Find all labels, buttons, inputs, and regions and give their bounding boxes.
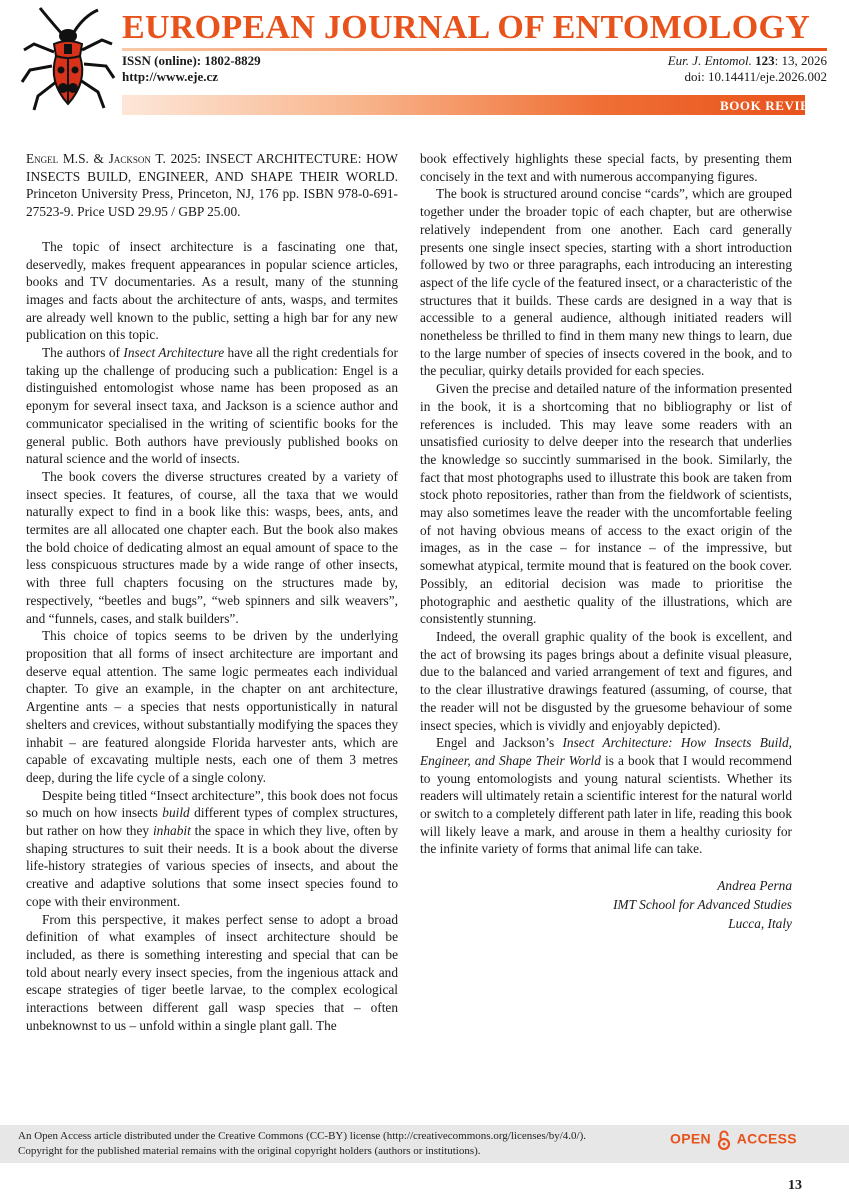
text-run: Despite being titled “Insect architecture”, this book does not focus so much on how insects <box>26 787 398 821</box>
text-run: is a book that I would recommend to young entomologists and young natural scientists. Whether its readers will ultimately retain a scientific interest for the natural world or switch to a completely different path later in life, reading this book will likely leave a mark, and arouse in them a healthy curiosity for the infinite variety of forms that animal life can take. <box>420 752 792 857</box>
journal-meta-right <box>668 53 827 85</box>
journal-header <box>0 0 849 120</box>
right-column <box>420 150 792 933</box>
open-lock-icon <box>717 1130 731 1150</box>
firebug-icon <box>18 4 118 116</box>
left-column <box>26 150 398 1034</box>
paragraph: This choice of topics seems to be driven by the underlying proposition that all forms of insect architecture are important and deserve equal attention. The same logic permeates each individual chapter. To give an example, in the chapter on ant architecture, Argentine ants – a species that nests opportunistically in natural shelters and crevices, without substantially modifying the spaces they inhabit – are featured alongside Florida harvester ants, which are capable of excavating multiple nests, each one of them 3 metres deep, during the life cycle of a single colony. <box>26 628 398 785</box>
text-run: the space in which they live, often by shaping structures to suit their needs. It is a book about the diverse life-history strategies of various species of insects, and about the creative and adaptive solutions that some insect species found to cope with their environment. <box>26 823 398 909</box>
journal-title: EUROPEAN JOURNAL OF ENTOMOLOGY <box>122 9 811 46</box>
volume: 123 <box>755 53 775 68</box>
paragraph <box>26 787 398 911</box>
reviewer-location: Lucca, Italy <box>728 916 792 932</box>
book-title: Insect Architecture <box>123 345 225 361</box>
paragraph-continuation: book effectively highlights these special facts, by presenting them concisely in the text and with numerous accompanying figures. <box>420 151 792 184</box>
book-citation <box>26 150 398 221</box>
text-run: have all the right credentials for taking up the challenge of producing such a publication: Engel is a distinguished entomologist whose name has been proposed as an eponym for several insect taxa, and Jackson is a science author and communicator specialised in the writing of scientific books for the general public. Both authors have previously published books on natural science and the world of insects. <box>26 345 398 467</box>
title-underline <box>122 48 827 51</box>
book-title: Insect Architecture: How Insects Build, Engineer, and Shape Their World <box>420 735 793 768</box>
oa-access-text: ACCESS <box>736 1130 797 1147</box>
paragraph <box>420 734 792 858</box>
paragraph <box>26 344 398 468</box>
emphasis: build <box>162 805 190 821</box>
emphasis: inhabit <box>152 823 191 839</box>
section-label: BOOK REVIEW <box>719 98 823 113</box>
section-bar <box>122 95 805 115</box>
doi[interactable]: doi: 10.14411/eje.2026.002 <box>684 69 827 84</box>
journal-abbrev: Eur. J. Entomol. <box>667 53 752 68</box>
license-text <box>18 1129 668 1159</box>
license-line: An Open Access article distributed under the Creative Commons (CC-BY) license (http://creativecommons.org/licenses/by/4.0/). <box>18 1130 586 1142</box>
text-run: different types of complex structures, but rather on how they <box>26 805 398 839</box>
citation-authors: Engel M.S. & Jackson T. <box>26 151 166 166</box>
reviewer-institution: IMT School for Advanced Studies <box>613 897 792 913</box>
paragraph: Indeed, the overall graphic quality of the book is excellent, and the act of browsing its pages brings about a definite visual pleasure, due to the balanced and varied arrangement of text and figures, and to the clear illustrative drawings featured (assuming, of course, that the reader will not be disgusted by the gruesome behaviour of some insect species, which is vividly and enjoyably depicted). <box>420 628 792 733</box>
reviewer-signature <box>420 876 792 933</box>
page-number: 13 <box>788 1178 802 1193</box>
journal-meta-left <box>122 53 261 85</box>
paragraph: The book covers the diverse structures created by a variety of insect species. It features, of course, all the taxa that we would naturally expect to find in a book like this: wasps, bees, ants, and termites are all allocated one chapter each. But the book also makes the bold choice of dedicating almost an equal amount of space to the less conspicuous structures made by a wide range of other insects, with three full chapters focusing on the structures made by, respectively, “beetles and bugs”, “web spinners and silk weavers”, and “funnels, cases, and stalk builders”. <box>26 468 398 626</box>
text-run: Engel and Jackson’s <box>436 735 563 751</box>
paragraph: The book is structured around concise “cards”, which are grouped together under the broader topic of each chapter, but are otherwise relatively independent from one another. Each card generally presents one single insect species, starting with a short introduction followed by two or three paragraphs, each introducing an interesting aspect of the life cycle of the featured insect, or a characteristic of the structures that it builds. These cards are designed in a way that is accessible to a general audience, although initiated readers will nonetheless be thrilled to find in them many new things to learn, due to the large number of species of insects covered in the book, and to the peculiar, quirky details provided for each species. <box>420 186 792 379</box>
paragraph: From this perspective, it makes perfect sense to adopt a broad definition of what examples of insect architecture should be included, as there is something interesting and special that can be told about nearly every insect species, from the ingenious attack and escape strategies of tiger beetle larvae, to the complex ecological interactions between different gall wasp species that – often unbeknownst to us – unfold within a single plant gall. The <box>26 911 398 1033</box>
paragraph: The topic of insect architecture is a fascinating one that, deservedly, makes frequent appearances in popular science articles, books and TV documentaries. As a result, many of the stunning images and facts about the architecture of ants, wasps, and termites are already well known to the public, setting a high bar for any new publication on this topic. <box>26 238 398 343</box>
paragraph: Given the precise and detailed nature of the information presented in the book, it is a shortcoming that no bibliography or list of references is included. This may leave some readers with an unsatisfied curiosity to delve deeper into the research that underlies the knowledge so succintly summarised in the book. Similarly, the fact that most photographs used to illustrate this book are taken from stock photo repositories, rather than from the fieldwork of scientists, may also sometimes leave the reader with the uncomfortable feeling of not having obvious means of access to the exact origin of the images, as in the case – for instance – of the impressive, but somewhat atypical, termite mound that is featured on the book cover. Possibly, an editorial decision was made to prioritise the photographic and aesthetic quality of the illustrations, which are consistently stunning. <box>420 381 792 627</box>
copyright-line: Copyright for the published material remains with the original copyright holders (authors or institutions). <box>18 1145 481 1157</box>
text-run: The authors of <box>42 345 124 361</box>
citation-details: 2025: INSECT ARCHITECTURE: HOW INSECTS BUILD, ENGINEER, AND SHAPE THEIR WORLD. Princeton University Press, Princeton, NJ, 176 pp. ISBN 978-0-691-27523-9. Price USD 29.95 / GBP 25.00. <box>26 151 398 220</box>
oa-open-text: OPEN <box>670 1130 711 1147</box>
reviewer-name: Andrea Perna <box>717 878 792 894</box>
issn: ISSN (online): 1802-8829 <box>122 53 261 68</box>
journal-url[interactable]: http://www.eje.cz <box>122 69 219 84</box>
journal-reference <box>668 53 827 69</box>
open-access-logo <box>670 1130 797 1150</box>
issue-year: : 13, 2026 <box>774 53 827 68</box>
